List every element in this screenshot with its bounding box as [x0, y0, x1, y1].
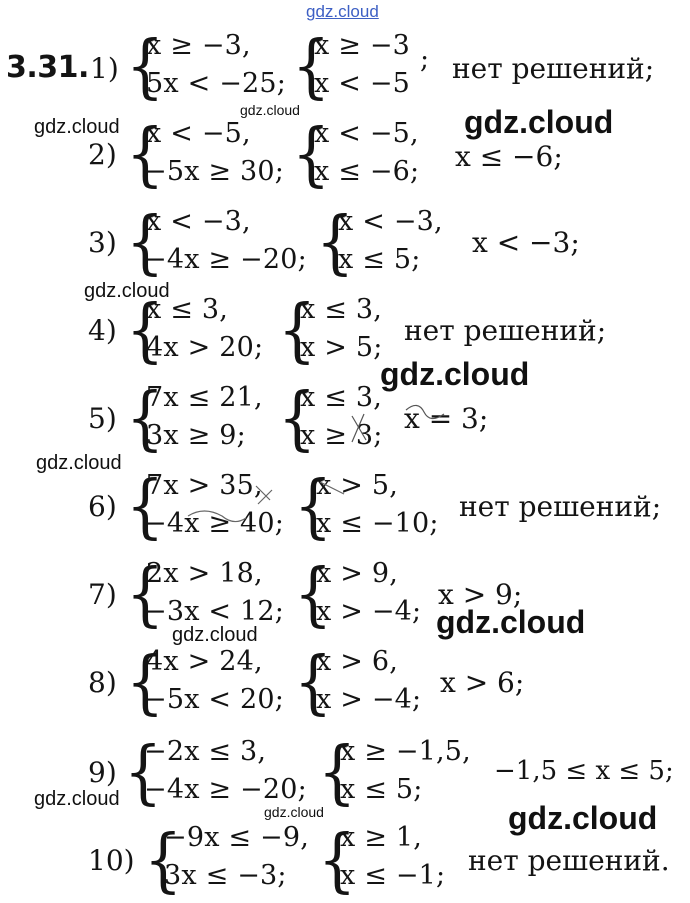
item-1-brace-2: { — [292, 26, 331, 107]
item-3-brace-1: { — [126, 202, 165, 283]
item-2-number: 2) — [88, 138, 117, 171]
problem-number: 3.31. — [6, 50, 89, 85]
item-2-sys1-line2: −5x ≥ 30; — [144, 156, 285, 187]
item-4-sys1-line2: 4x > 20; — [146, 332, 264, 363]
watermark-mid-4: gdz.cloud — [172, 624, 258, 646]
item-3-sys1-line1: x < −3, — [146, 206, 251, 237]
item-2-sys2-line2: x ≤ −6; — [314, 156, 420, 187]
watermark-mid-3: gdz.cloud — [36, 452, 122, 474]
item-6-sys1-line1: 7x > 35, — [146, 470, 263, 501]
watermark-top: gdz.cloud — [306, 2, 379, 21]
item-9-sys2-line2: x ≤ 5; — [340, 774, 423, 805]
watermark-big-1: gdz.cloud — [464, 104, 614, 140]
item-1-sys1-line1: x ≥ −3, — [146, 30, 251, 61]
item-10-brace-1: { — [144, 820, 183, 901]
item-5-sys1-line1: 7x ≤ 21, — [146, 382, 263, 413]
item-1-sys2-mark: ; — [420, 44, 430, 75]
item-1-sys2-line1: x ≥ −3 — [314, 30, 411, 61]
item-3-sys1-line2: −4x ≥ −20; — [144, 244, 307, 275]
item-4-sys2-line2: x > 5; — [300, 332, 383, 363]
item-3-sys2-line2: x ≤ 5; — [338, 244, 421, 275]
item-4-sys2-line1: x ≤ 3, — [300, 294, 382, 325]
item-7-answer: x > 9; — [438, 578, 523, 611]
item-2-brace-2: { — [292, 114, 331, 195]
item-1-sys2-line2: x < −5 — [314, 68, 411, 99]
item-10-brace-2: { — [318, 820, 357, 901]
item-10-number: 10) — [88, 844, 135, 877]
item-4-number: 4) — [88, 314, 117, 347]
item-6-brace-2: { — [294, 466, 333, 547]
watermark-small-1: gdz.cloud — [240, 102, 300, 118]
item-9-sys2-line1: x ≥ −1,5, — [340, 736, 471, 767]
item-2-sys1-line1: x < −5, — [146, 118, 251, 149]
item-5-brace-2: { — [278, 378, 317, 459]
item-5-sys1-line2: 3x ≥ 9; — [146, 420, 246, 451]
item-3-answer: x < −3; — [472, 226, 580, 259]
item-5-sys2-line2: x ≥ 3; — [300, 420, 383, 451]
item-1-brace-1: { — [126, 26, 165, 107]
item-8-brace-1: { — [126, 642, 165, 723]
item-6-sys2-line2: x ≤ −10; — [316, 508, 439, 539]
item-10-sys2-line1: x ≥ 1, — [340, 822, 422, 853]
item-2-brace-1: { — [126, 114, 165, 195]
item-8-number: 8) — [88, 666, 117, 699]
item-4-brace-2: { — [278, 290, 317, 371]
item-1-number: 1) — [90, 52, 119, 85]
item-7-number: 7) — [88, 578, 117, 611]
item-4-brace-1: { — [126, 290, 165, 371]
item-9-brace-1: { — [124, 732, 163, 813]
item-8-sys1-line2: −5x < 20; — [144, 684, 285, 715]
item-5-answer: x = 3; — [404, 402, 489, 435]
item-1-answer: нет решений; — [452, 52, 655, 85]
item-8-sys2-line1: x > 6, — [316, 646, 398, 677]
item-4-sys1-line1: x ≤ 3, — [146, 294, 228, 325]
item-7-sys2-line1: x > 9, — [316, 558, 398, 589]
item-9-sys1-line2: −4x ≥ −20; — [144, 774, 307, 805]
item-5-brace-1: { — [126, 378, 165, 459]
item-7-brace-2: { — [294, 554, 333, 635]
item-5-number: 5) — [88, 402, 117, 435]
item-7-brace-1: { — [126, 554, 165, 635]
item-6-brace-1: { — [126, 466, 165, 547]
item-8-sys1-line1: 4x > 24, — [146, 646, 263, 677]
item-2-sys2-line1: x < −5, — [314, 118, 419, 149]
item-8-answer: x > 6; — [440, 666, 525, 699]
item-6-sys2-line1: x > 5, — [316, 470, 398, 501]
item-7-sys1-line1: 2x > 18, — [146, 558, 263, 589]
watermark-big-4: gdz.cloud — [508, 800, 658, 836]
item-2-answer: x ≤ −6; — [455, 140, 563, 173]
watermark-big-3: gdz.cloud — [436, 604, 586, 640]
watermark-mid-5: gdz.cloud — [34, 788, 120, 810]
item-6-sys1-line2: −4x ≥ 40; — [144, 508, 285, 539]
item-10-sys1-line1: −9x ≤ −9, — [164, 822, 310, 853]
item-8-brace-2: { — [294, 642, 333, 723]
item-8-sys2-line2: x > −4; — [316, 684, 422, 715]
item-7-sys1-line2: −3x < 12; — [144, 596, 285, 627]
item-3-brace-2: { — [316, 202, 355, 283]
item-10-sys1-line2: 3x ≤ −3; — [164, 860, 287, 891]
item-6-answer: нет решений; — [459, 490, 662, 523]
item-6-number: 6) — [88, 490, 117, 523]
watermark-big-2: gdz.cloud — [380, 356, 530, 392]
watermark-small-2: gdz.cloud — [264, 804, 324, 820]
item-9-brace-2: { — [318, 732, 357, 813]
watermark-mid-2: gdz.cloud — [84, 280, 170, 302]
item-3-number: 3) — [88, 226, 117, 259]
item-9-answer: −1,5 ≤ x ≤ 5; — [494, 756, 674, 786]
item-3-sys2-line1: x < −3, — [338, 206, 443, 237]
item-5-sys2-line1: x ≤ 3, — [300, 382, 382, 413]
item-9-number: 9) — [88, 756, 117, 789]
item-9-sys1-line1: −2x ≤ 3, — [144, 736, 267, 767]
item-10-answer: нет решений. — [468, 844, 670, 877]
watermark-mid-1: gdz.cloud — [34, 116, 120, 138]
item-7-sys2-line2: x > −4; — [316, 596, 422, 627]
item-4-answer: нет решений; — [404, 314, 607, 347]
item-1-sys1-line2: 5x < −25; — [146, 68, 287, 99]
item-10-sys2-line2: x ≤ −1; — [340, 860, 446, 891]
